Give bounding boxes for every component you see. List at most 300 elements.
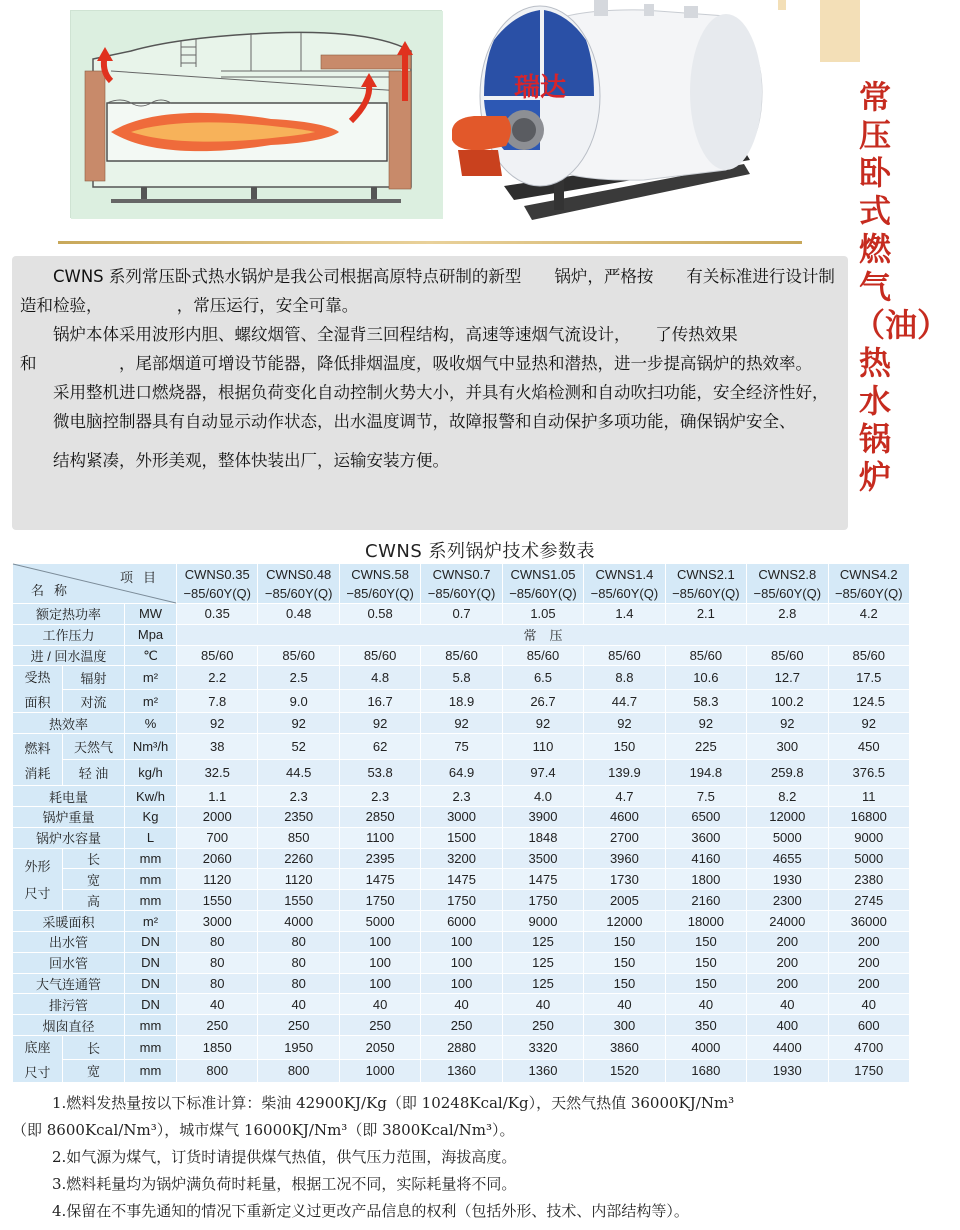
table-cell: 1.4 xyxy=(584,604,665,625)
table-cell: 376.5 xyxy=(828,760,909,786)
table-cell: 1360 xyxy=(421,1059,502,1082)
table-cell: 11 xyxy=(828,786,909,807)
table-cell: 1930 xyxy=(747,1059,828,1082)
model-header xyxy=(258,564,339,604)
table-cell: 0.7 xyxy=(421,604,502,625)
table-cell: 9000 xyxy=(502,911,583,932)
table-cell: 800 xyxy=(258,1059,339,1082)
table-cell: 1950 xyxy=(258,1036,339,1059)
table-cell: 40 xyxy=(258,994,339,1015)
table-cell: 92 xyxy=(421,713,502,734)
model-name: CWNS2.8 xyxy=(758,566,817,582)
table-cell: 58.3 xyxy=(665,689,746,712)
table-cell: 3960 xyxy=(584,848,665,869)
table-cell: 4600 xyxy=(584,806,665,827)
table-cell: 1100 xyxy=(339,827,420,848)
table-cell: 400 xyxy=(747,1015,828,1036)
table-cell: 5000 xyxy=(339,911,420,932)
table-cell: 40 xyxy=(502,994,583,1015)
table-cell: 1680 xyxy=(665,1059,746,1082)
table-cell: 200 xyxy=(747,973,828,994)
table-cell: 300 xyxy=(584,1015,665,1036)
row-unit: L xyxy=(125,827,177,848)
table-cell: 1750 xyxy=(339,890,420,911)
row-label: 排污管 xyxy=(13,994,125,1015)
model-header xyxy=(177,564,258,604)
table-cell: 40 xyxy=(177,994,258,1015)
table-cell: 64.9 xyxy=(421,760,502,786)
model-spec: −85/60Y(Q) xyxy=(672,585,740,601)
row-unit: DN xyxy=(125,994,177,1015)
table-cell: 125 xyxy=(502,931,583,952)
group-label-top: 外形 xyxy=(24,859,51,875)
group-label-bottom: 面积 xyxy=(24,695,51,711)
table-cell: 2160 xyxy=(665,890,746,911)
table-cell: 80 xyxy=(177,952,258,973)
notes-block xyxy=(12,1090,912,1225)
group-label xyxy=(13,734,63,786)
row-sublabel: 轻 油 xyxy=(63,760,125,786)
model-name: CWNS4.2 xyxy=(839,566,898,582)
table-cell: 1520 xyxy=(584,1059,665,1082)
table-cell: 700 xyxy=(177,827,258,848)
row-sublabel: 天然气 xyxy=(63,734,125,760)
boiler-svg xyxy=(444,0,774,236)
table-cell: 80 xyxy=(177,973,258,994)
model-name: CWNS0.7 xyxy=(432,566,491,582)
table-cell: 4.7 xyxy=(584,786,665,807)
table-cell: 5000 xyxy=(828,848,909,869)
table-row xyxy=(13,952,910,973)
table-cell: 12000 xyxy=(584,911,665,932)
row-label: 锅炉重量 xyxy=(13,806,125,827)
row-unit: mm xyxy=(125,869,177,890)
table-cell: 4.8 xyxy=(339,666,420,689)
table-row xyxy=(13,666,910,689)
row-unit: Nm³/h xyxy=(125,734,177,760)
model-spec: −85/60Y(Q) xyxy=(427,585,496,601)
intro-paragraph-3: 采用整机进口燃烧器，根据负荷变化自动控制火势大小，并具有火焰检测和自动吹扫功能，安全经济性好， xyxy=(53,383,829,402)
table-cell: 124.5 xyxy=(828,689,909,712)
row-unit: m² xyxy=(125,689,177,712)
table-cell: 1475 xyxy=(502,869,583,890)
table-cell: 4000 xyxy=(258,911,339,932)
model-header xyxy=(665,564,746,604)
table-cell: 250 xyxy=(421,1015,502,1036)
table-row xyxy=(13,1015,910,1036)
group-label-bottom: 消耗 xyxy=(24,765,51,781)
table-cell: 4.2 xyxy=(828,604,909,625)
intro-paragraph-4: 微电脑控制器具有自动显示动作状态，出水温度调节，故障报警和自动保护多项功能，确保锅炉安全、 xyxy=(53,412,796,431)
table-cell: 300 xyxy=(747,734,828,760)
table-row xyxy=(13,806,910,827)
table-row xyxy=(13,713,910,734)
table-cell: 2.5 xyxy=(258,666,339,689)
table-cell: 2.3 xyxy=(421,786,502,807)
model-spec: −85/60Y(Q) xyxy=(834,585,903,601)
table-cell: 2350 xyxy=(258,806,339,827)
table-cell: 3320 xyxy=(502,1036,583,1059)
table-cell: 3000 xyxy=(177,911,258,932)
table-cell: 4.0 xyxy=(502,786,583,807)
table-cell: 1730 xyxy=(584,869,665,890)
table-cell: 17.5 xyxy=(828,666,909,689)
table-cell: 250 xyxy=(177,1015,258,1036)
table-cell: 80 xyxy=(258,931,339,952)
table-cell: 100 xyxy=(339,931,420,952)
table-cell: 1000 xyxy=(339,1059,420,1082)
row-label: 出水管 xyxy=(13,931,125,952)
table-cell: 9.0 xyxy=(258,689,339,712)
note-2: 2.如气源为煤气，订货时请提供煤气热值，供气压力范围，海拔高度。 xyxy=(52,1148,517,1166)
table-cell: 7.8 xyxy=(177,689,258,712)
table-cell: 18.9 xyxy=(421,689,502,712)
table-cell: 12000 xyxy=(747,806,828,827)
table-cell: 2880 xyxy=(421,1036,502,1059)
row-unit: mm xyxy=(125,1015,177,1036)
row-unit: ℃ xyxy=(125,645,177,666)
table-cell: 1475 xyxy=(339,869,420,890)
table-row xyxy=(13,911,910,932)
table-cell: 100 xyxy=(421,973,502,994)
model-spec: −85/60Y(Q) xyxy=(509,585,577,601)
row-sublabel: 长 xyxy=(63,1036,125,1059)
row-unit: mm xyxy=(125,848,177,869)
table-cell: 150 xyxy=(584,973,665,994)
table-cell: 150 xyxy=(584,734,665,760)
table-cell: 800 xyxy=(177,1059,258,1082)
row-unit: mm xyxy=(125,1036,177,1059)
group-label-top: 受热 xyxy=(24,670,51,686)
table-cell: 1.05 xyxy=(502,604,583,625)
model-header xyxy=(421,564,502,604)
row-unit: kg/h xyxy=(125,760,177,786)
table-cell: 3000 xyxy=(421,806,502,827)
table-cell: 2380 xyxy=(828,869,909,890)
table-cell: 1120 xyxy=(177,869,258,890)
corner-name-label: 名称 xyxy=(31,583,78,598)
row-label: 烟囱直径 xyxy=(13,1015,125,1036)
table-cell: 2050 xyxy=(339,1036,420,1059)
table-cell: 2.1 xyxy=(665,604,746,625)
table-cell: 110 xyxy=(502,734,583,760)
row-unit: mm xyxy=(125,890,177,911)
table-row xyxy=(13,604,910,625)
table-cell: 85/60 xyxy=(339,645,420,666)
table-cell: 450 xyxy=(828,734,909,760)
table-cell: 92 xyxy=(177,713,258,734)
intro-paragraph-5: 结构紧凑，外形美观，整体快装出厂，运输安装方便。 xyxy=(53,451,449,470)
table-cell: 100 xyxy=(339,952,420,973)
table-cell: 150 xyxy=(584,952,665,973)
table-cell: 52 xyxy=(258,734,339,760)
table-cell: 80 xyxy=(258,973,339,994)
table-cell: 2.3 xyxy=(258,786,339,807)
table-cell: 40 xyxy=(747,994,828,1015)
table-cell: 85/60 xyxy=(828,645,909,666)
model-spec: −85/60Y(Q) xyxy=(264,585,333,601)
table-cell: 125 xyxy=(502,973,583,994)
table-cell: 1500 xyxy=(421,827,502,848)
table-cell: 125 xyxy=(502,952,583,973)
table-cell: 2745 xyxy=(828,890,909,911)
table-cell: 2.3 xyxy=(339,786,420,807)
table-cell: 250 xyxy=(502,1015,583,1036)
table-cell: 85/60 xyxy=(747,645,828,666)
table-cell: 16800 xyxy=(828,806,909,827)
table-cell: 9000 xyxy=(828,827,909,848)
group-label-top: 底座 xyxy=(24,1040,51,1056)
table-cell: 1800 xyxy=(665,869,746,890)
table-cell: 8.8 xyxy=(584,666,665,689)
table-cell: 1750 xyxy=(502,890,583,911)
table-cell: 1120 xyxy=(258,869,339,890)
table-cell: 80 xyxy=(258,952,339,973)
group-label-bottom: 尺寸 xyxy=(24,1065,51,1081)
table-cell: 26.7 xyxy=(502,689,583,712)
table-row xyxy=(13,760,910,786)
table-cell: 600 xyxy=(828,1015,909,1036)
row-label: 大气连通管 xyxy=(13,973,125,994)
table-cell: 92 xyxy=(502,713,583,734)
row-unit: Kg xyxy=(125,806,177,827)
table-cell: 250 xyxy=(339,1015,420,1036)
table-cell: 2.8 xyxy=(747,604,828,625)
table-cell: 5000 xyxy=(747,827,828,848)
table-header-row xyxy=(13,564,910,604)
model-header xyxy=(747,564,828,604)
table-cell: 0.58 xyxy=(339,604,420,625)
table-row xyxy=(13,973,910,994)
table-row xyxy=(13,1059,910,1082)
table-cell: 3500 xyxy=(502,848,583,869)
table-cell: 53.8 xyxy=(339,760,420,786)
group-label-top: 燃料 xyxy=(24,740,51,756)
row-unit: DN xyxy=(125,973,177,994)
row-label: 额定热功率 xyxy=(13,604,125,625)
intro-panel xyxy=(12,256,848,530)
row-label: 锅炉水容量 xyxy=(13,827,125,848)
table-cell: 4000 xyxy=(665,1036,746,1059)
model-spec: −85/60Y(Q) xyxy=(590,585,659,601)
table-cell: 1.1 xyxy=(177,786,258,807)
table-cell: 80 xyxy=(177,931,258,952)
table-cell: 350 xyxy=(665,1015,746,1036)
table-cell: 85/60 xyxy=(584,645,665,666)
table-cell: 3200 xyxy=(421,848,502,869)
row-label: 进 / 回水温度 xyxy=(13,645,125,666)
row-sublabel: 长 xyxy=(63,848,125,869)
table-cell: 225 xyxy=(665,734,746,760)
table-cell: 3860 xyxy=(584,1036,665,1059)
table-cell: 24000 xyxy=(747,911,828,932)
table-cell: 12.7 xyxy=(747,666,828,689)
table-cell: 100 xyxy=(421,952,502,973)
table-cell: 0.35 xyxy=(177,604,258,625)
table-cell: 44.7 xyxy=(584,689,665,712)
table-cell: 139.9 xyxy=(584,760,665,786)
table-row xyxy=(13,734,910,760)
side-title: 常压卧式燃气（油）热水锅炉 xyxy=(853,78,950,496)
table-row xyxy=(13,890,910,911)
model-name: CWNS1.05 xyxy=(510,566,576,582)
table-cell: 150 xyxy=(665,952,746,973)
table-row xyxy=(13,786,910,807)
table-cell: 2.2 xyxy=(177,666,258,689)
table-cell: 0.48 xyxy=(258,604,339,625)
table-cell: 100 xyxy=(421,931,502,952)
table-cell: 8.2 xyxy=(747,786,828,807)
table-cell: 62 xyxy=(339,734,420,760)
table-cell: 40 xyxy=(339,994,420,1015)
row-label: 回水管 xyxy=(13,952,125,973)
table-cell: 4400 xyxy=(747,1036,828,1059)
model-spec: −85/60Y(Q) xyxy=(183,585,252,601)
table-cell: 1550 xyxy=(258,890,339,911)
table-cell: 92 xyxy=(584,713,665,734)
spec-table xyxy=(12,563,910,1083)
table-cell: 92 xyxy=(665,713,746,734)
model-header xyxy=(828,564,909,604)
table-cell: 150 xyxy=(665,973,746,994)
table-row xyxy=(13,624,910,645)
table-cell: 36000 xyxy=(828,911,909,932)
model-name: CWNS2.1 xyxy=(676,566,735,582)
group-label xyxy=(13,848,63,910)
table-cell: 259.8 xyxy=(747,760,828,786)
row-unit: Mpa xyxy=(125,624,177,645)
table-row xyxy=(13,848,910,869)
table-cell: 85/60 xyxy=(421,645,502,666)
table-cell: 85/60 xyxy=(177,645,258,666)
table-cell: 10.6 xyxy=(665,666,746,689)
table-cell: 1475 xyxy=(421,869,502,890)
table-cell: 85/60 xyxy=(502,645,583,666)
row-sublabel: 宽 xyxy=(63,1059,125,1082)
table-cell: 38 xyxy=(177,734,258,760)
model-name: CWNS.58 xyxy=(351,566,409,582)
corner-item-label: 项目 xyxy=(120,570,167,585)
table-cell: 1360 xyxy=(502,1059,583,1082)
table-cell: 2260 xyxy=(258,848,339,869)
table-cell: 6500 xyxy=(665,806,746,827)
table-title: CWNS 系列锅炉技术参数表 xyxy=(365,541,595,562)
brand-text: 瑞达 xyxy=(513,73,567,103)
table-row xyxy=(13,645,910,666)
table-cell: 850 xyxy=(258,827,339,848)
table-cell: 40 xyxy=(421,994,502,1015)
row-unit: m² xyxy=(125,666,177,689)
row-label: 工作压力 xyxy=(13,624,125,645)
table-cell: 97.4 xyxy=(502,760,583,786)
group-label-bottom: 尺寸 xyxy=(24,886,51,902)
row-label: 采暖面积 xyxy=(13,911,125,932)
group-label xyxy=(13,666,63,713)
table-cell: 1550 xyxy=(177,890,258,911)
table-row xyxy=(13,869,910,890)
table-row xyxy=(13,931,910,952)
table-cell: 5.8 xyxy=(421,666,502,689)
table-cell: 200 xyxy=(828,931,909,952)
table-cell: 40 xyxy=(665,994,746,1015)
table-cell: 40 xyxy=(584,994,665,1015)
table-cell: 16.7 xyxy=(339,689,420,712)
table-body xyxy=(13,604,910,1083)
row-sublabel: 高 xyxy=(63,890,125,911)
table-cell: 1848 xyxy=(502,827,583,848)
decor-line xyxy=(778,0,786,10)
table-cell: 200 xyxy=(747,931,828,952)
table-cell: 6.5 xyxy=(502,666,583,689)
table-row xyxy=(13,689,910,712)
table-cell: 75 xyxy=(421,734,502,760)
table-cell: 85/60 xyxy=(665,645,746,666)
table-cell: 2300 xyxy=(747,890,828,911)
intro-paragraph-1: CWNS 系列常压卧式热水锅炉是我公司根据高原特点研制的新型 锅炉，严格按 有关标准进行设计制造和检验， ，常压运行，安全可靠。 xyxy=(20,267,835,315)
table-cell: 150 xyxy=(665,931,746,952)
pressure-value: 常 压 xyxy=(177,624,910,645)
table-cell: 4700 xyxy=(828,1036,909,1059)
row-sublabel: 对流 xyxy=(63,689,125,712)
model-name: CWNS0.48 xyxy=(266,566,332,582)
table-cell: 1750 xyxy=(828,1059,909,1082)
model-spec: −85/60Y(Q) xyxy=(753,585,822,601)
note-1: 1.燃料发热量按以下标准计算：柴油 42900KJ/Kg（即 10248Kcal/Kg），天然气热值 36000KJ/Nm³ xyxy=(52,1094,735,1112)
table-row xyxy=(13,827,910,848)
table-cell: 1750 xyxy=(421,890,502,911)
table-corner-header xyxy=(13,564,177,604)
table-cell: 1850 xyxy=(177,1036,258,1059)
table-row xyxy=(13,1036,910,1059)
table-cell: 7.5 xyxy=(665,786,746,807)
table-cell: 2850 xyxy=(339,806,420,827)
table-cell: 1930 xyxy=(747,869,828,890)
row-unit: m² xyxy=(125,911,177,932)
model-name: CWNS1.4 xyxy=(595,566,654,582)
row-unit: MW xyxy=(125,604,177,625)
table-cell: 150 xyxy=(584,931,665,952)
intro-paragraph-2: 锅炉本体采用波形内胆、螺纹烟管、全湿背三回程结构，高速等速烟气流设计， 了传热效果和 ，尾部烟道可增设节能器，降低排烟温度，吸收烟气中显热和潜热，进一步提高锅炉的热效率。 xyxy=(20,325,812,373)
table-cell: 4160 xyxy=(665,848,746,869)
row-label: 耗电量 xyxy=(13,786,125,807)
table-row xyxy=(13,994,910,1015)
table-cell: 2060 xyxy=(177,848,258,869)
table-cell: 200 xyxy=(747,952,828,973)
model-header xyxy=(584,564,665,604)
table-cell: 2005 xyxy=(584,890,665,911)
table-cell: 92 xyxy=(747,713,828,734)
row-unit: DN xyxy=(125,952,177,973)
decor-block xyxy=(820,0,860,62)
table-cell: 194.8 xyxy=(665,760,746,786)
row-unit: % xyxy=(125,713,177,734)
row-unit: mm xyxy=(125,1059,177,1082)
model-header xyxy=(339,564,420,604)
table-cell: 200 xyxy=(828,952,909,973)
row-sublabel: 辐射 xyxy=(63,666,125,689)
note-3: 3.燃料耗量均为锅炉满负荷时耗量，根据工况不同，实际耗量将不同。 xyxy=(52,1175,517,1193)
table-cell: 200 xyxy=(828,973,909,994)
table-cell: 100 xyxy=(339,973,420,994)
table-cell: 44.5 xyxy=(258,760,339,786)
row-unit: DN xyxy=(125,931,177,952)
model-spec: −85/60Y(Q) xyxy=(346,585,414,601)
note-1-cont: （即 8600Kcal/Nm³），城市煤气 16000KJ/Nm³（即 3800Kcal/Nm³）。 xyxy=(12,1121,515,1139)
table-cell: 3900 xyxy=(502,806,583,827)
table-cell: 40 xyxy=(828,994,909,1015)
table-cell: 92 xyxy=(339,713,420,734)
table-cell: 32.5 xyxy=(177,760,258,786)
